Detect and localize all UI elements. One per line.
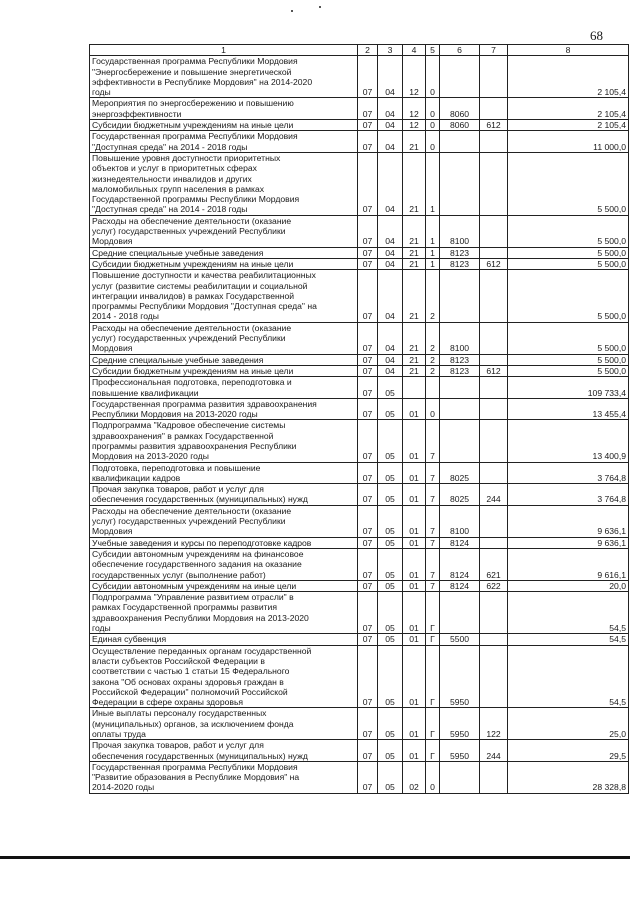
section-code-cell: 07 bbox=[358, 247, 378, 258]
expense-type-code-cell bbox=[480, 761, 508, 793]
program-code-cell: 01 bbox=[403, 484, 426, 506]
budget-table bbox=[89, 44, 629, 794]
program-code-cell: 21 bbox=[403, 215, 426, 247]
section-code-cell: 07 bbox=[358, 761, 378, 793]
subsection-code-cell: 05 bbox=[378, 505, 403, 537]
section-code-cell: 07 bbox=[358, 215, 378, 247]
table-body bbox=[90, 56, 629, 793]
subsection-code-cell: 05 bbox=[378, 462, 403, 484]
amount-cell: 54,5 bbox=[508, 645, 629, 708]
row-name-cell: Подпрограмма "Кадровое обеспечение системы здравоохранения" в рамках Государственной программы развития здравоохранения Республики Мордовия на 2013-2020 годы bbox=[90, 420, 358, 462]
expense-type-code-cell bbox=[480, 131, 508, 153]
section-code-cell: 07 bbox=[358, 365, 378, 376]
table-row bbox=[90, 634, 629, 645]
page-number: 68 bbox=[590, 28, 603, 43]
target-item-code-cell: 8124 bbox=[440, 537, 480, 548]
table-header-row bbox=[90, 45, 629, 56]
column-header: 6 bbox=[440, 45, 480, 56]
target-item-code-cell: 8025 bbox=[440, 462, 480, 484]
amount-cell: 5 500,0 bbox=[508, 258, 629, 269]
expense-type-code-cell: 612 bbox=[480, 365, 508, 376]
program-code-cell: 01 bbox=[403, 634, 426, 645]
target-item-code-cell: 8124 bbox=[440, 548, 480, 580]
subsection-code-cell: 05 bbox=[378, 377, 403, 399]
subprogram-code-cell: Г bbox=[426, 740, 440, 762]
program-code-cell: 12 bbox=[403, 120, 426, 131]
target-item-code-cell bbox=[440, 56, 480, 98]
subsection-code-cell: 04 bbox=[378, 354, 403, 365]
section-code-cell: 07 bbox=[358, 354, 378, 365]
amount-cell: 3 764,8 bbox=[508, 462, 629, 484]
subsection-code-cell: 04 bbox=[378, 322, 403, 354]
subsection-code-cell: 05 bbox=[378, 740, 403, 762]
subprogram-code-cell: 2 bbox=[426, 322, 440, 354]
subsection-code-cell: 05 bbox=[378, 398, 403, 420]
section-code-cell: 07 bbox=[358, 56, 378, 98]
amount-cell: 2 105,4 bbox=[508, 98, 629, 120]
row-name-cell: Мероприятия по энергосбережению и повышению энергоэффективности bbox=[90, 98, 358, 120]
column-header: 3 bbox=[378, 45, 403, 56]
subsection-code-cell: 05 bbox=[378, 420, 403, 462]
scan-speck bbox=[319, 6, 321, 8]
row-name-cell: Субсидии бюджетным учреждениям на иные цели bbox=[90, 258, 358, 269]
target-item-code-cell: 8124 bbox=[440, 580, 480, 591]
subsection-code-cell: 04 bbox=[378, 270, 403, 322]
amount-cell: 5 500,0 bbox=[508, 152, 629, 215]
column-header: 1 bbox=[90, 45, 358, 56]
subsection-code-cell: 05 bbox=[378, 761, 403, 793]
table-row bbox=[90, 580, 629, 591]
subprogram-code-cell: 7 bbox=[426, 580, 440, 591]
section-code-cell: 07 bbox=[358, 740, 378, 762]
program-code-cell: 12 bbox=[403, 98, 426, 120]
row-name-cell: Государственная программа Республики Мордовия "Развитие образования в Республике Мордовия" на 2014-2020 годы bbox=[90, 761, 358, 793]
table-row bbox=[90, 152, 629, 215]
table-row bbox=[90, 258, 629, 269]
program-code-cell: 01 bbox=[403, 708, 426, 740]
amount-cell: 2 105,4 bbox=[508, 56, 629, 98]
expense-type-code-cell bbox=[480, 152, 508, 215]
section-code-cell: 07 bbox=[358, 580, 378, 591]
target-item-code-cell: 5950 bbox=[440, 645, 480, 708]
row-name-cell: Учебные заведения и курсы по переподготовке кадров bbox=[90, 537, 358, 548]
amount-cell: 2 105,4 bbox=[508, 120, 629, 131]
target-item-code-cell: 8060 bbox=[440, 98, 480, 120]
amount-cell: 5 500,0 bbox=[508, 365, 629, 376]
row-name-cell: Единая субвенция bbox=[90, 634, 358, 645]
section-code-cell: 07 bbox=[358, 505, 378, 537]
subprogram-code-cell: 7 bbox=[426, 420, 440, 462]
expense-type-code-cell: 622 bbox=[480, 580, 508, 591]
program-code-cell: 21 bbox=[403, 131, 426, 153]
target-item-code-cell: 8123 bbox=[440, 365, 480, 376]
target-item-code-cell bbox=[440, 398, 480, 420]
amount-cell: 5 500,0 bbox=[508, 247, 629, 258]
row-name-cell: Субсидии автономным учреждениям на финансовое обеспечение государственного задания на оказание государственных услуг (выполнение работ) bbox=[90, 548, 358, 580]
table-row bbox=[90, 708, 629, 740]
subprogram-code-cell: 0 bbox=[426, 398, 440, 420]
amount-cell: 25,0 bbox=[508, 708, 629, 740]
subprogram-code-cell: 2 bbox=[426, 354, 440, 365]
section-code-cell: 07 bbox=[358, 462, 378, 484]
expense-type-code-cell bbox=[480, 634, 508, 645]
amount-cell: 9 636,1 bbox=[508, 505, 629, 537]
row-name-cell: Субсидии автономным учреждениям на иные цели bbox=[90, 580, 358, 591]
table-row bbox=[90, 462, 629, 484]
table-row bbox=[90, 322, 629, 354]
program-code-cell bbox=[403, 377, 426, 399]
program-code-cell: 01 bbox=[403, 580, 426, 591]
column-header: 7 bbox=[480, 45, 508, 56]
amount-cell: 5 500,0 bbox=[508, 322, 629, 354]
table-row bbox=[90, 365, 629, 376]
section-code-cell: 07 bbox=[358, 120, 378, 131]
subsection-code-cell: 04 bbox=[378, 98, 403, 120]
row-name-cell: Профессиональная подготовка, переподготовка и повышение квалификации bbox=[90, 377, 358, 399]
row-name-cell: Государственная программа развития здравоохранения Республики Мордовия на 2013-2020 годы bbox=[90, 398, 358, 420]
section-code-cell: 07 bbox=[358, 708, 378, 740]
expense-type-code-cell: 244 bbox=[480, 484, 508, 506]
program-code-cell: 12 bbox=[403, 56, 426, 98]
row-name-cell: Иные выплаты персоналу государственных (муниципальных) органов, за исключением фонда оплаты труда bbox=[90, 708, 358, 740]
subprogram-code-cell: 1 bbox=[426, 215, 440, 247]
subprogram-code-cell: 0 bbox=[426, 120, 440, 131]
section-code-cell: 07 bbox=[358, 634, 378, 645]
amount-cell: 109 733,4 bbox=[508, 377, 629, 399]
program-code-cell: 01 bbox=[403, 462, 426, 484]
column-header: 4 bbox=[403, 45, 426, 56]
target-item-code-cell: 8025 bbox=[440, 484, 480, 506]
table-row bbox=[90, 537, 629, 548]
target-item-code-cell: 5950 bbox=[440, 708, 480, 740]
table-row bbox=[90, 120, 629, 131]
table-row bbox=[90, 505, 629, 537]
expense-type-code-cell bbox=[480, 462, 508, 484]
section-code-cell: 07 bbox=[358, 152, 378, 215]
table-row bbox=[90, 484, 629, 506]
subsection-code-cell: 04 bbox=[378, 258, 403, 269]
table-row bbox=[90, 354, 629, 365]
subsection-code-cell: 04 bbox=[378, 131, 403, 153]
expense-type-code-cell bbox=[480, 592, 508, 634]
program-code-cell: 01 bbox=[403, 398, 426, 420]
table-row bbox=[90, 247, 629, 258]
amount-cell: 3 764,8 bbox=[508, 484, 629, 506]
section-code-cell: 07 bbox=[358, 420, 378, 462]
target-item-code-cell bbox=[440, 761, 480, 793]
subprogram-code-cell: 2 bbox=[426, 365, 440, 376]
program-code-cell: 01 bbox=[403, 537, 426, 548]
row-name-cell: Государственная программа Республики Мордовия "Доступная среда" на 2014 - 2018 годы bbox=[90, 131, 358, 153]
section-code-cell: 07 bbox=[358, 131, 378, 153]
subsection-code-cell: 05 bbox=[378, 580, 403, 591]
row-name-cell: Повышение доступности и качества реабилитационных услуг (развитие системы реабилитации и социальной интеграции инвалидов) в рамках Государственной программы Республики Мордовия "Доступная среда" на 2014 - 2018 годы bbox=[90, 270, 358, 322]
table-row bbox=[90, 56, 629, 98]
subprogram-code-cell: 7 bbox=[426, 484, 440, 506]
target-item-code-cell: 5500 bbox=[440, 634, 480, 645]
subsection-code-cell: 05 bbox=[378, 634, 403, 645]
row-name-cell: Подпрограмма "Управление развитием отрасли" в рамках Государственной программы развития здравоохранения Республики Мордовия на 2013-2020 годы bbox=[90, 592, 358, 634]
table-row bbox=[90, 398, 629, 420]
table-row bbox=[90, 98, 629, 120]
section-code-cell: 07 bbox=[358, 270, 378, 322]
amount-cell: 5 500,0 bbox=[508, 354, 629, 365]
expense-type-code-cell bbox=[480, 354, 508, 365]
subprogram-code-cell: Г bbox=[426, 645, 440, 708]
amount-cell: 13 455,4 bbox=[508, 398, 629, 420]
subprogram-code-cell: 1 bbox=[426, 247, 440, 258]
amount-cell: 5 500,0 bbox=[508, 215, 629, 247]
subsection-code-cell: 05 bbox=[378, 548, 403, 580]
target-item-code-cell bbox=[440, 270, 480, 322]
subprogram-code-cell: 0 bbox=[426, 761, 440, 793]
column-header: 2 bbox=[358, 45, 378, 56]
expense-type-code-cell: 621 bbox=[480, 548, 508, 580]
expense-type-code-cell bbox=[480, 645, 508, 708]
target-item-code-cell: 8100 bbox=[440, 505, 480, 537]
section-code-cell: 07 bbox=[358, 377, 378, 399]
expense-type-code-cell bbox=[480, 322, 508, 354]
subsection-code-cell: 04 bbox=[378, 215, 403, 247]
program-code-cell: 21 bbox=[403, 152, 426, 215]
subsection-code-cell: 04 bbox=[378, 152, 403, 215]
amount-cell: 13 400,9 bbox=[508, 420, 629, 462]
row-name-cell: Государственная программа Республики Мордовия "Энергосбережение и повышение энергетической эффективности в Республике Мордовия" на 2014-2020 годы bbox=[90, 56, 358, 98]
amount-cell: 54,5 bbox=[508, 634, 629, 645]
table-row bbox=[90, 377, 629, 399]
row-name-cell: Субсидии бюджетным учреждениям на иные цели bbox=[90, 120, 358, 131]
target-item-code-cell: 8123 bbox=[440, 354, 480, 365]
section-code-cell: 07 bbox=[358, 322, 378, 354]
expense-type-code-cell bbox=[480, 270, 508, 322]
subprogram-code-cell: 7 bbox=[426, 462, 440, 484]
expense-type-code-cell bbox=[480, 215, 508, 247]
table-row bbox=[90, 215, 629, 247]
target-item-code-cell: 5950 bbox=[440, 740, 480, 762]
row-name-cell: Средние специальные учебные заведения bbox=[90, 354, 358, 365]
expense-type-code-cell bbox=[480, 98, 508, 120]
column-header: 8 bbox=[508, 45, 629, 56]
subprogram-code-cell: 0 bbox=[426, 131, 440, 153]
bottom-rule bbox=[0, 856, 630, 859]
target-item-code-cell: 8123 bbox=[440, 247, 480, 258]
expense-type-code-cell bbox=[480, 537, 508, 548]
row-name-cell: Субсидии бюджетным учреждениям на иные цели bbox=[90, 365, 358, 376]
table-row bbox=[90, 131, 629, 153]
section-code-cell: 07 bbox=[358, 645, 378, 708]
subprogram-code-cell: 0 bbox=[426, 98, 440, 120]
table-row bbox=[90, 592, 629, 634]
table-row bbox=[90, 645, 629, 708]
subsection-code-cell: 05 bbox=[378, 537, 403, 548]
program-code-cell: 21 bbox=[403, 258, 426, 269]
section-code-cell: 07 bbox=[358, 398, 378, 420]
row-name-cell: Осуществление переданных органам государственной власти субъектов Российской Федерации в соответствии с частью 1 статьи 15 Федерального закона "Об основах охраны здоровья граждан в Российской Федерации" полномочий Российской Федерации в сфере охраны здоровья bbox=[90, 645, 358, 708]
expense-type-code-cell: 612 bbox=[480, 120, 508, 131]
subsection-code-cell: 05 bbox=[378, 645, 403, 708]
subprogram-code-cell bbox=[426, 377, 440, 399]
program-code-cell: 21 bbox=[403, 322, 426, 354]
expense-type-code-cell bbox=[480, 505, 508, 537]
amount-cell: 29,5 bbox=[508, 740, 629, 762]
subprogram-code-cell: Г bbox=[426, 634, 440, 645]
program-code-cell: 01 bbox=[403, 740, 426, 762]
subsection-code-cell: 04 bbox=[378, 247, 403, 258]
row-name-cell: Средние специальные учебные заведения bbox=[90, 247, 358, 258]
amount-cell: 20,0 bbox=[508, 580, 629, 591]
program-code-cell: 02 bbox=[403, 761, 426, 793]
row-name-cell: Подготовка, переподготовка и повышение квалификации кадров bbox=[90, 462, 358, 484]
expense-type-code-cell bbox=[480, 56, 508, 98]
expense-type-code-cell bbox=[480, 247, 508, 258]
amount-cell: 9 616,1 bbox=[508, 548, 629, 580]
table-row bbox=[90, 761, 629, 793]
table-row bbox=[90, 548, 629, 580]
target-item-code-cell bbox=[440, 152, 480, 215]
program-code-cell: 01 bbox=[403, 592, 426, 634]
subprogram-code-cell: Г bbox=[426, 592, 440, 634]
subprogram-code-cell: Г bbox=[426, 708, 440, 740]
table-row bbox=[90, 270, 629, 322]
subsection-code-cell: 04 bbox=[378, 365, 403, 376]
target-item-code-cell bbox=[440, 420, 480, 462]
subprogram-code-cell: 1 bbox=[426, 258, 440, 269]
amount-cell: 9 636,1 bbox=[508, 537, 629, 548]
amount-cell: 54,5 bbox=[508, 592, 629, 634]
subprogram-code-cell: 7 bbox=[426, 505, 440, 537]
program-code-cell: 01 bbox=[403, 505, 426, 537]
target-item-code-cell: 8100 bbox=[440, 322, 480, 354]
program-code-cell: 21 bbox=[403, 354, 426, 365]
program-code-cell: 21 bbox=[403, 365, 426, 376]
program-code-cell: 21 bbox=[403, 270, 426, 322]
section-code-cell: 07 bbox=[358, 484, 378, 506]
column-header: 5 bbox=[426, 45, 440, 56]
row-name-cell: Прочая закупка товаров, работ и услуг для обеспечения государственных (муниципальных) нужд bbox=[90, 484, 358, 506]
target-item-code-cell: 8123 bbox=[440, 258, 480, 269]
subprogram-code-cell: 0 bbox=[426, 56, 440, 98]
target-item-code-cell: 8100 bbox=[440, 215, 480, 247]
subsection-code-cell: 05 bbox=[378, 708, 403, 740]
scan-speck bbox=[291, 10, 293, 12]
section-code-cell: 07 bbox=[358, 592, 378, 634]
row-name-cell: Расходы на обеспечение деятельности (оказание услуг) государственных учреждений Республики Мордовия bbox=[90, 215, 358, 247]
row-name-cell: Расходы на обеспечение деятельности (оказание услуг) государственных учреждений Республики Мордовия bbox=[90, 505, 358, 537]
section-code-cell: 07 bbox=[358, 537, 378, 548]
subsection-code-cell: 05 bbox=[378, 592, 403, 634]
target-item-code-cell bbox=[440, 131, 480, 153]
expense-type-code-cell bbox=[480, 398, 508, 420]
program-code-cell: 01 bbox=[403, 548, 426, 580]
program-code-cell: 01 bbox=[403, 645, 426, 708]
subprogram-code-cell: 1 bbox=[426, 152, 440, 215]
row-name-cell: Повышение уровня доступности приоритетных объектов и услуг в приоритетных сферах жизнедеятельности инвалидов и других маломобильных групп населения в рамках Государственной программы Республики Мордовия "Доступная среда" на 2014 - 2018 годы bbox=[90, 152, 358, 215]
subprogram-code-cell: 2 bbox=[426, 270, 440, 322]
expense-type-code-cell: 244 bbox=[480, 740, 508, 762]
row-name-cell: Прочая закупка товаров, работ и услуг для обеспечения государственных (муниципальных) нужд bbox=[90, 740, 358, 762]
section-code-cell: 07 bbox=[358, 98, 378, 120]
expense-type-code-cell: 612 bbox=[480, 258, 508, 269]
subprogram-code-cell: 7 bbox=[426, 537, 440, 548]
section-code-cell: 07 bbox=[358, 548, 378, 580]
target-item-code-cell: 8060 bbox=[440, 120, 480, 131]
program-code-cell: 21 bbox=[403, 247, 426, 258]
expense-type-code-cell: 122 bbox=[480, 708, 508, 740]
table-row bbox=[90, 740, 629, 762]
amount-cell: 11 000,0 bbox=[508, 131, 629, 153]
subsection-code-cell: 04 bbox=[378, 120, 403, 131]
program-code-cell: 01 bbox=[403, 420, 426, 462]
table-row bbox=[90, 420, 629, 462]
row-name-cell: Расходы на обеспечение деятельности (оказание услуг) государственных учреждений Республики Мордовия bbox=[90, 322, 358, 354]
subsection-code-cell: 05 bbox=[378, 484, 403, 506]
subsection-code-cell: 04 bbox=[378, 56, 403, 98]
amount-cell: 28 328,8 bbox=[508, 761, 629, 793]
amount-cell: 5 500,0 bbox=[508, 270, 629, 322]
section-code-cell: 07 bbox=[358, 258, 378, 269]
expense-type-code-cell bbox=[480, 377, 508, 399]
target-item-code-cell bbox=[440, 592, 480, 634]
target-item-code-cell bbox=[440, 377, 480, 399]
expense-type-code-cell bbox=[480, 420, 508, 462]
subprogram-code-cell: 7 bbox=[426, 548, 440, 580]
